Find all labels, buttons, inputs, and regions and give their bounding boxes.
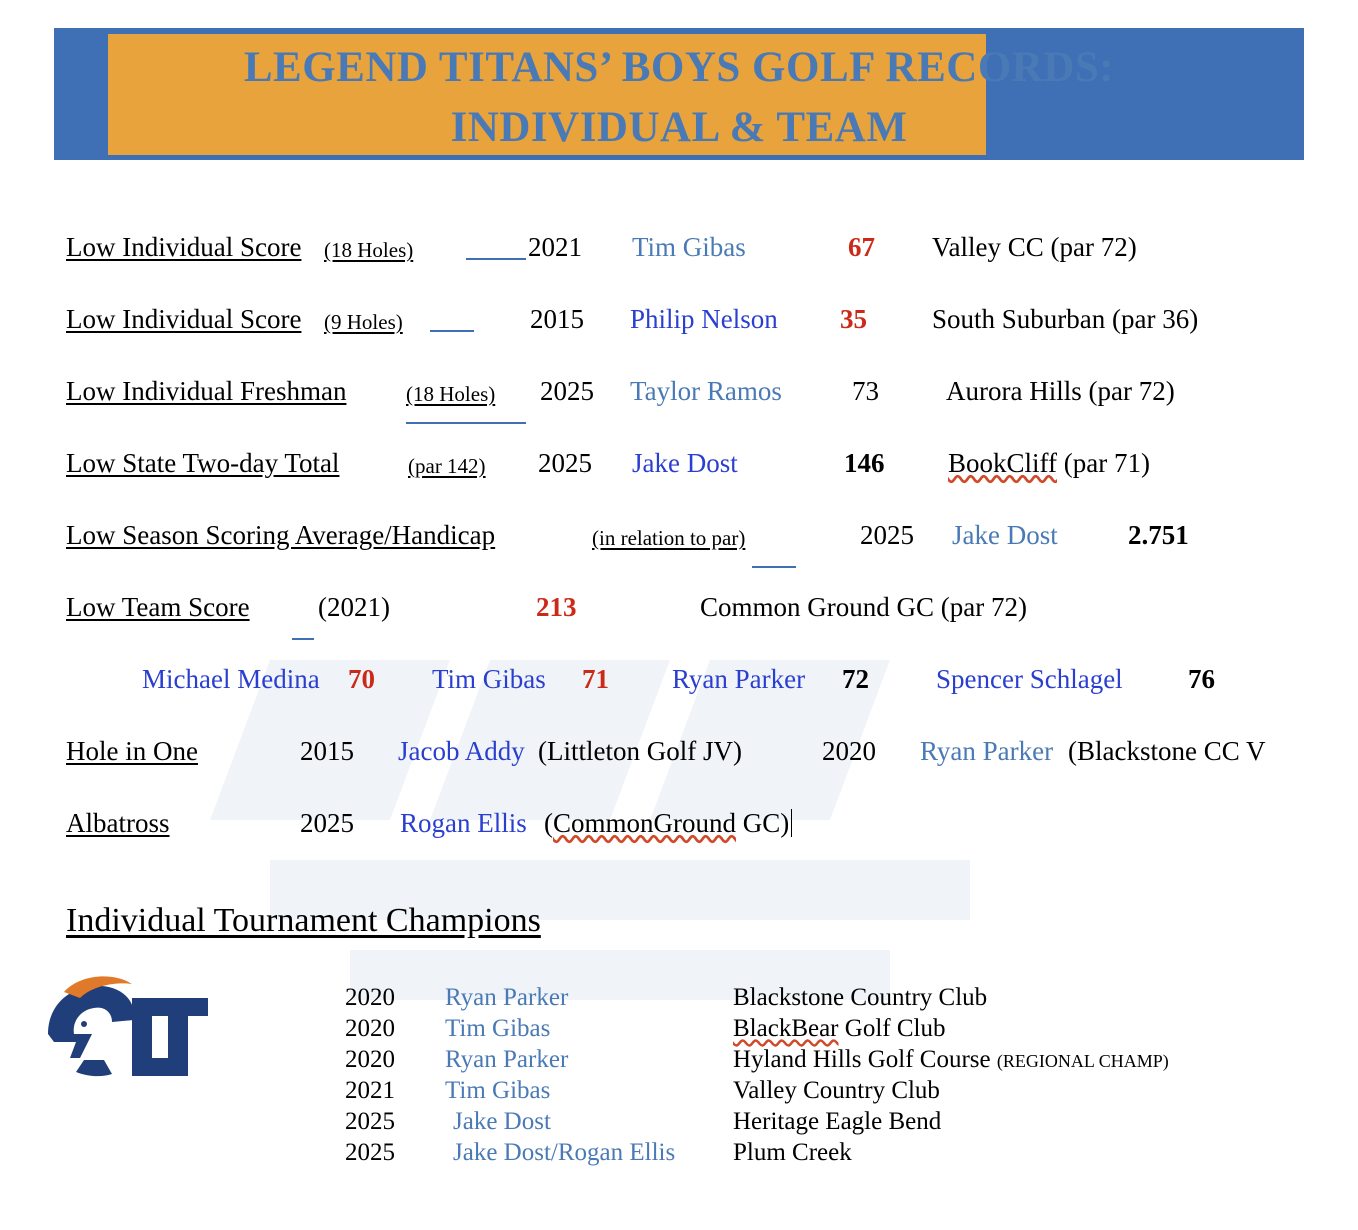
table-row — [345, 1046, 1169, 1077]
champion-course — [733, 1015, 1169, 1046]
champion-course-name: Hyland Hills Golf Course — [733, 1046, 991, 1073]
champion-player: Ryan Parker — [445, 1046, 569, 1073]
table-row — [345, 1077, 1169, 1108]
champion-course: Blackstone Country Club — [733, 984, 988, 1011]
record-qualifier: (9 Holes) — [324, 310, 403, 334]
champion-year: 2025 — [345, 1108, 395, 1135]
record-underline-blue — [406, 400, 526, 431]
record-score: 73 — [852, 376, 879, 406]
table-row — [345, 1108, 1169, 1139]
record-label: Low Season Scoring Average/Handicap — [66, 520, 496, 550]
helmet-shape — [48, 986, 134, 1058]
record-row — [0, 304, 1358, 376]
records-list — [0, 232, 1358, 880]
page-title-line1: LEGEND TITANS’ BOYS GOLF RECORDS: — [243, 44, 1115, 91]
team-member-name: Ryan Parker — [672, 664, 806, 694]
page-title — [54, 28, 1304, 158]
table-row — [345, 1139, 1169, 1170]
champion-year: 2020 — [345, 1046, 395, 1073]
champion-course: Plum Creek — [733, 1139, 852, 1166]
record-year: 2025 — [540, 376, 594, 406]
team-member-name: Michael Medina — [142, 664, 320, 694]
team-underline-blue — [292, 616, 314, 647]
hole-in-one-player: Jacob Addy — [398, 736, 525, 766]
record-qualifier: (par 142) — [408, 454, 486, 478]
champion-course-rest: Golf Club — [838, 1015, 946, 1042]
champion-year: 2020 — [345, 984, 395, 1011]
record-player: Tim Gibas — [632, 232, 746, 262]
team-member-score: 76 — [1188, 664, 1215, 694]
albatross-player: Rogan Ellis — [400, 808, 527, 838]
champion-year: 2025 — [345, 1139, 395, 1166]
record-underline-blue — [430, 304, 474, 339]
albatross-row — [0, 808, 1358, 880]
record-label: Low Individual Score — [66, 232, 302, 262]
champion-course — [733, 1046, 1169, 1077]
champion-year: 2020 — [345, 1015, 395, 1042]
albatross-course — [544, 808, 792, 839]
team-course: Common Ground GC (par 72) — [700, 592, 1027, 622]
champion-course: Heritage Eagle Bend — [733, 1108, 942, 1135]
albatross-course-wavy: CommonGround — [553, 808, 737, 838]
record-course: Valley CC (par 72) — [932, 232, 1137, 262]
helmet-chin — [76, 1060, 112, 1076]
record-qualifier: (in relation to par) — [592, 526, 746, 550]
record-course: South Suburban (par 36) — [932, 304, 1199, 334]
record-row — [0, 448, 1358, 520]
record-qualifier: (18 Holes) — [406, 382, 496, 406]
champion-player: Tim Gibas — [445, 1015, 551, 1042]
table-row — [345, 984, 1169, 1015]
record-label: Low State Two-day Total — [66, 448, 340, 478]
hole-in-one-course: (Blackstone CC V — [1068, 736, 1266, 766]
team-member-score: 70 — [348, 664, 375, 694]
record-qualifier: (18 Holes) — [324, 238, 414, 262]
table-row — [345, 1015, 1169, 1046]
team-member-name: Spencer Schlagel — [936, 664, 1123, 694]
champion-player: Jake Dost — [453, 1108, 551, 1135]
team-member-name: Tim Gibas — [432, 664, 546, 694]
champion-course: Valley Country Club — [733, 1077, 940, 1104]
record-label: Low Individual Score — [66, 304, 302, 334]
record-year: 2021 — [528, 232, 582, 262]
team-score-row — [0, 592, 1358, 664]
hole-in-one-year: 2020 — [822, 736, 876, 766]
record-player: Philip Nelson — [630, 304, 778, 334]
champion-player: Jake Dost/Rogan Ellis — [453, 1139, 676, 1166]
team-year: (2021) — [318, 592, 390, 622]
record-underline-blue — [752, 544, 796, 575]
record-year: 2025 — [860, 520, 914, 550]
champions-heading: Individual Tournament Champions — [66, 902, 541, 939]
record-course: BookCliff (par 71) — [948, 448, 1150, 478]
champion-course-note: (REGIONAL CHAMP) — [996, 1051, 1169, 1071]
record-row — [0, 520, 1358, 592]
albatross-course-suffix: GC) — [736, 808, 790, 838]
legend-titans-logo — [40, 972, 210, 1092]
record-underline-blue — [466, 232, 526, 267]
champion-player: Tim Gibas — [445, 1077, 551, 1104]
text-caret — [791, 809, 792, 837]
record-label: Low Individual Freshman — [66, 376, 347, 406]
record-course: Aurora Hills (par 72) — [946, 376, 1175, 406]
record-score: 67 — [848, 232, 875, 262]
albatross-label: Albatross — [66, 808, 170, 838]
page-title-line2: INDIVIDUAL & TEAM — [450, 104, 908, 151]
record-player: Jake Dost — [952, 520, 1058, 550]
albatross-year: 2025 — [300, 808, 354, 838]
record-player: Jake Dost — [632, 448, 738, 478]
champions-table — [345, 984, 1169, 1170]
team-members-row — [0, 664, 1358, 736]
champion-course-wavy: BlackBear — [733, 1015, 839, 1042]
team-member-score: 71 — [582, 664, 609, 694]
helmet-pupil — [81, 1021, 87, 1027]
team-member-score: 72 — [842, 664, 869, 694]
hole-in-one-player: Ryan Parker — [920, 736, 1054, 766]
record-score: 146 — [844, 448, 885, 478]
record-player: Taylor Ramos — [630, 376, 782, 406]
albatross-course-prefix: ( — [544, 808, 553, 838]
hole-in-one-year: 2015 — [300, 736, 354, 766]
champion-year: 2021 — [345, 1077, 395, 1104]
record-row — [0, 232, 1358, 304]
record-score: 2.751 — [1128, 520, 1189, 550]
record-year: 2025 — [538, 448, 592, 478]
record-year: 2015 — [530, 304, 584, 334]
record-row — [0, 376, 1358, 448]
record-course-wavy: BookCliff — [948, 448, 1058, 478]
team-label: Low Team Score — [66, 592, 250, 622]
record-score: 35 — [840, 304, 867, 334]
hole-in-one-row — [0, 736, 1358, 808]
champion-player: Ryan Parker — [445, 984, 569, 1011]
title-banner — [54, 28, 1304, 160]
hole-in-one-course: (Littleton Golf JV) — [538, 736, 742, 766]
hole-in-one-label: Hole in One — [66, 736, 198, 766]
team-score: 213 — [536, 592, 577, 622]
